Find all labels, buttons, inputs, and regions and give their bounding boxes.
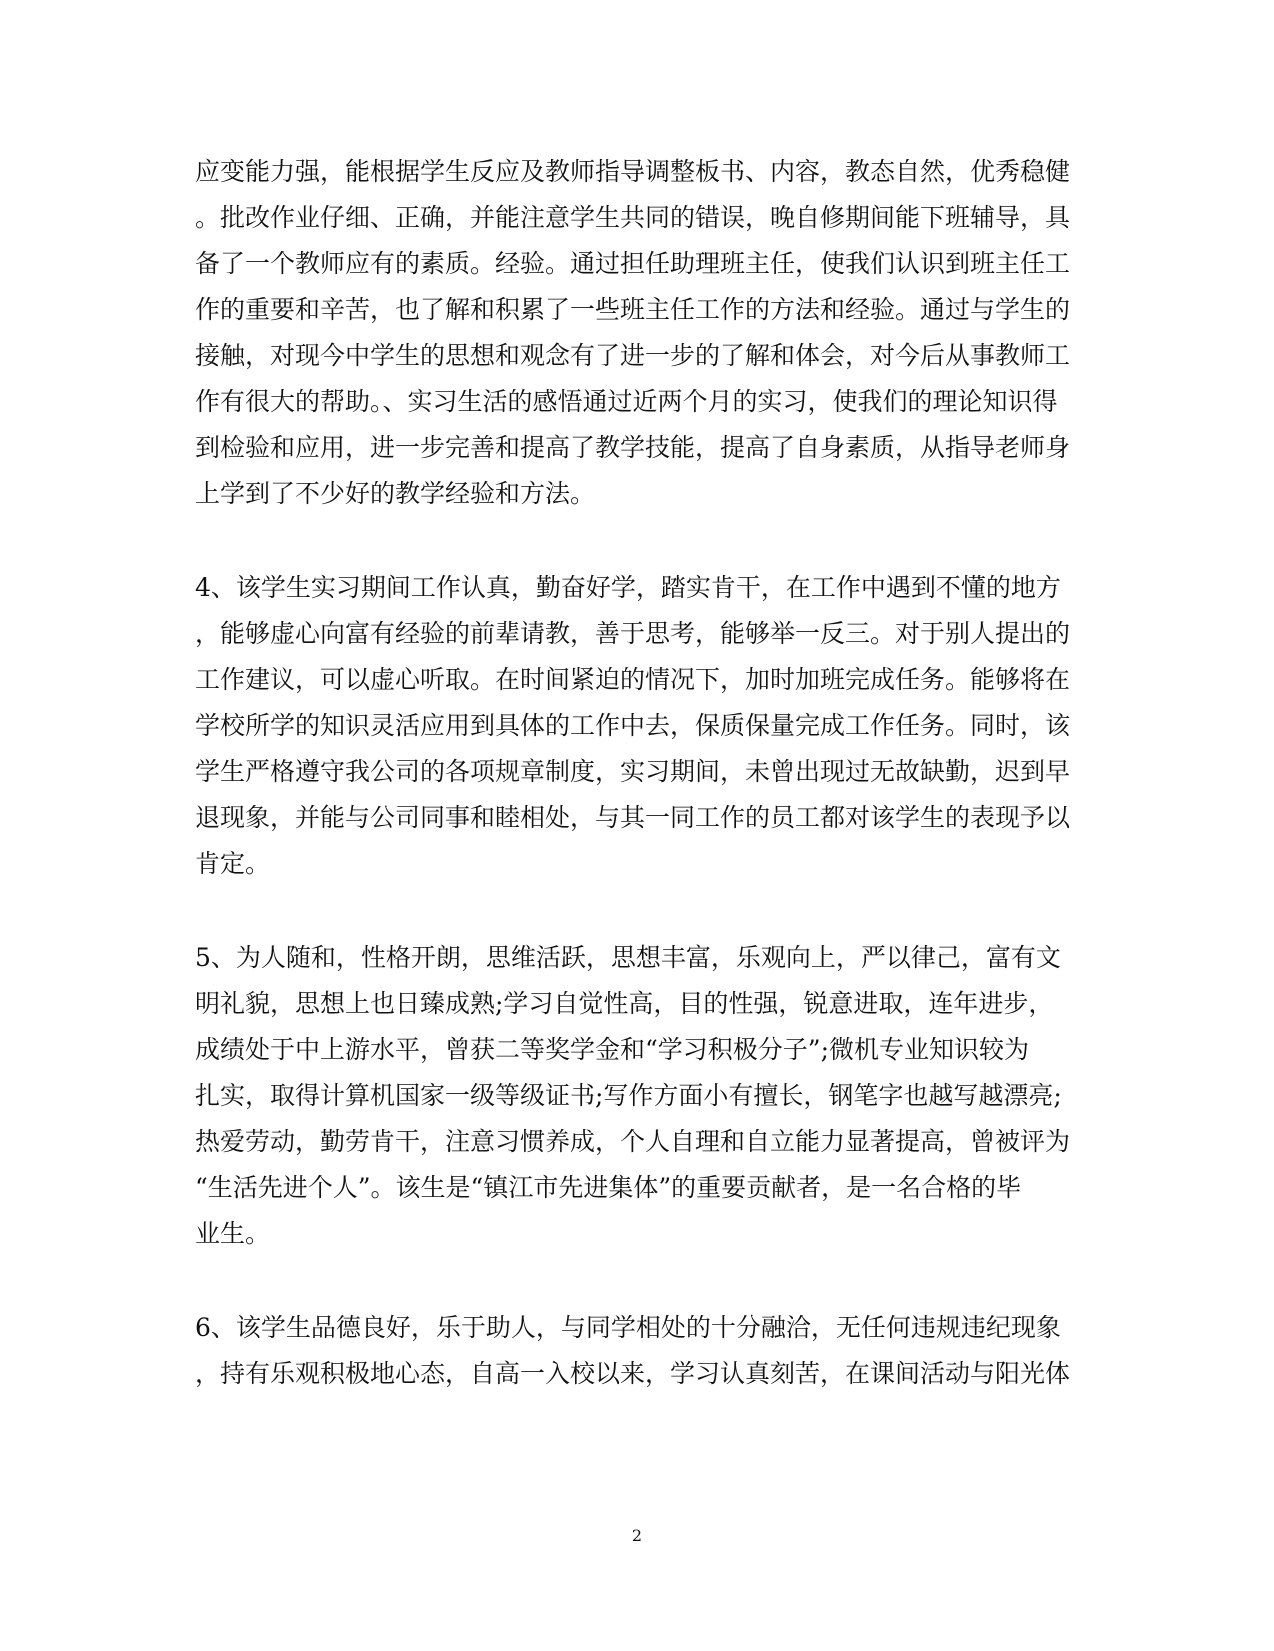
paragraph-line: 作的重要和辛苦，也了解和积累了一些班主任工作的方法和经验。通过与学生的 <box>195 295 1071 324</box>
paragraph-line: 。批改作业仔细、正确，并能注意学生共同的错误，晚自修期间能下班辅导，具 <box>195 203 1071 232</box>
paragraph-line: 退现象，并能与公司同事和睦相处，与其一同工作的员工都对该学生的表现予以 <box>195 803 1071 832</box>
paragraph-line: 学生严格遵守我公司的各项规章制度，实习期间，未曾出现过无故缺勤，迟到早 <box>195 757 1071 786</box>
paragraph-line: 备了一个教师应有的素质。经验。通过担任助理班主任，使我们认识到班主任工 <box>195 249 1071 278</box>
paragraph-line: 上学到了不少好的教学经验和方法。 <box>195 479 596 508</box>
paragraph-line: 肯定。 <box>195 849 271 878</box>
paragraph-line: 明礼貌，思想上也日臻成熟;学习自觉性高，目的性强，锐意进取，连年进步， <box>195 989 1054 1018</box>
paragraph-line: 扎实，取得计算机国家一级等级证书;写作方面小有擅长，钢笔字也越写越漂亮; <box>195 1081 1062 1110</box>
paragraph-line: 业生。 <box>195 1219 271 1248</box>
paragraph-line: 4、该学生实习期间工作认真，勤奋好学，踏实肯干，在工作中遇到不懂的地方 <box>195 573 1061 602</box>
paragraph-line: ，持有乐观积极地心态，自高一入校以来，学习认真刻苦，在课间活动与阳光体 <box>195 1359 1071 1388</box>
paragraph-line: ，能够虚心向富有经验的前辈请教，善于思考，能够举一反三。对于别人提出的 <box>195 619 1071 648</box>
paragraph-line: 接触，对现今中学生的思想和观念有了进一步的了解和体会，对今后从事教师工 <box>195 341 1071 370</box>
paragraph-line: 热爱劳动，勤劳肯干，注意习惯养成，个人自理和自立能力显著提高，曾被评为 <box>195 1127 1071 1156</box>
paragraph-line: “生活先进个人”。该生是“镇江市先进集体”的重要贡献者，是一名合格的毕 <box>195 1173 1022 1202</box>
paragraph-line: 到检验和应用，进一步完善和提高了教学技能，提高了自身素质，从指导老师身 <box>195 433 1071 462</box>
paragraph-line: 应变能力强，能根据学生反应及教师指导调整板书、内容，教态自然，优秀稳健 <box>195 157 1071 186</box>
paragraph-line: 学校所学的知识灵活应用到具体的工作中去，保质保量完成工作任务。同时，该 <box>195 711 1071 740</box>
paragraph-line: 成绩处于中上游水平，曾获二等奖学金和“学习积极分子”;微机专业知识较为 <box>195 1035 1029 1064</box>
paragraph-line: 5、为人随和，性格开朗，思维活跃，思想丰富，乐观向上，严以律己，富有文 <box>195 943 1061 972</box>
paragraph-line: 6、该学生品德良好，乐于助人，与同学相处的十分融洽，无任何违规违纪现象 <box>195 1313 1061 1342</box>
paragraph-line: 作有很大的帮助。、实习生活的感悟通过近两个月的实习，使我们的理论知识得 <box>195 387 1058 416</box>
page-number: 2 <box>631 1526 643 1545</box>
paragraph-line: 工作建议，可以虚心听取。在时间紧迫的情况下，加时加班完成任务。能够将在 <box>195 665 1071 694</box>
